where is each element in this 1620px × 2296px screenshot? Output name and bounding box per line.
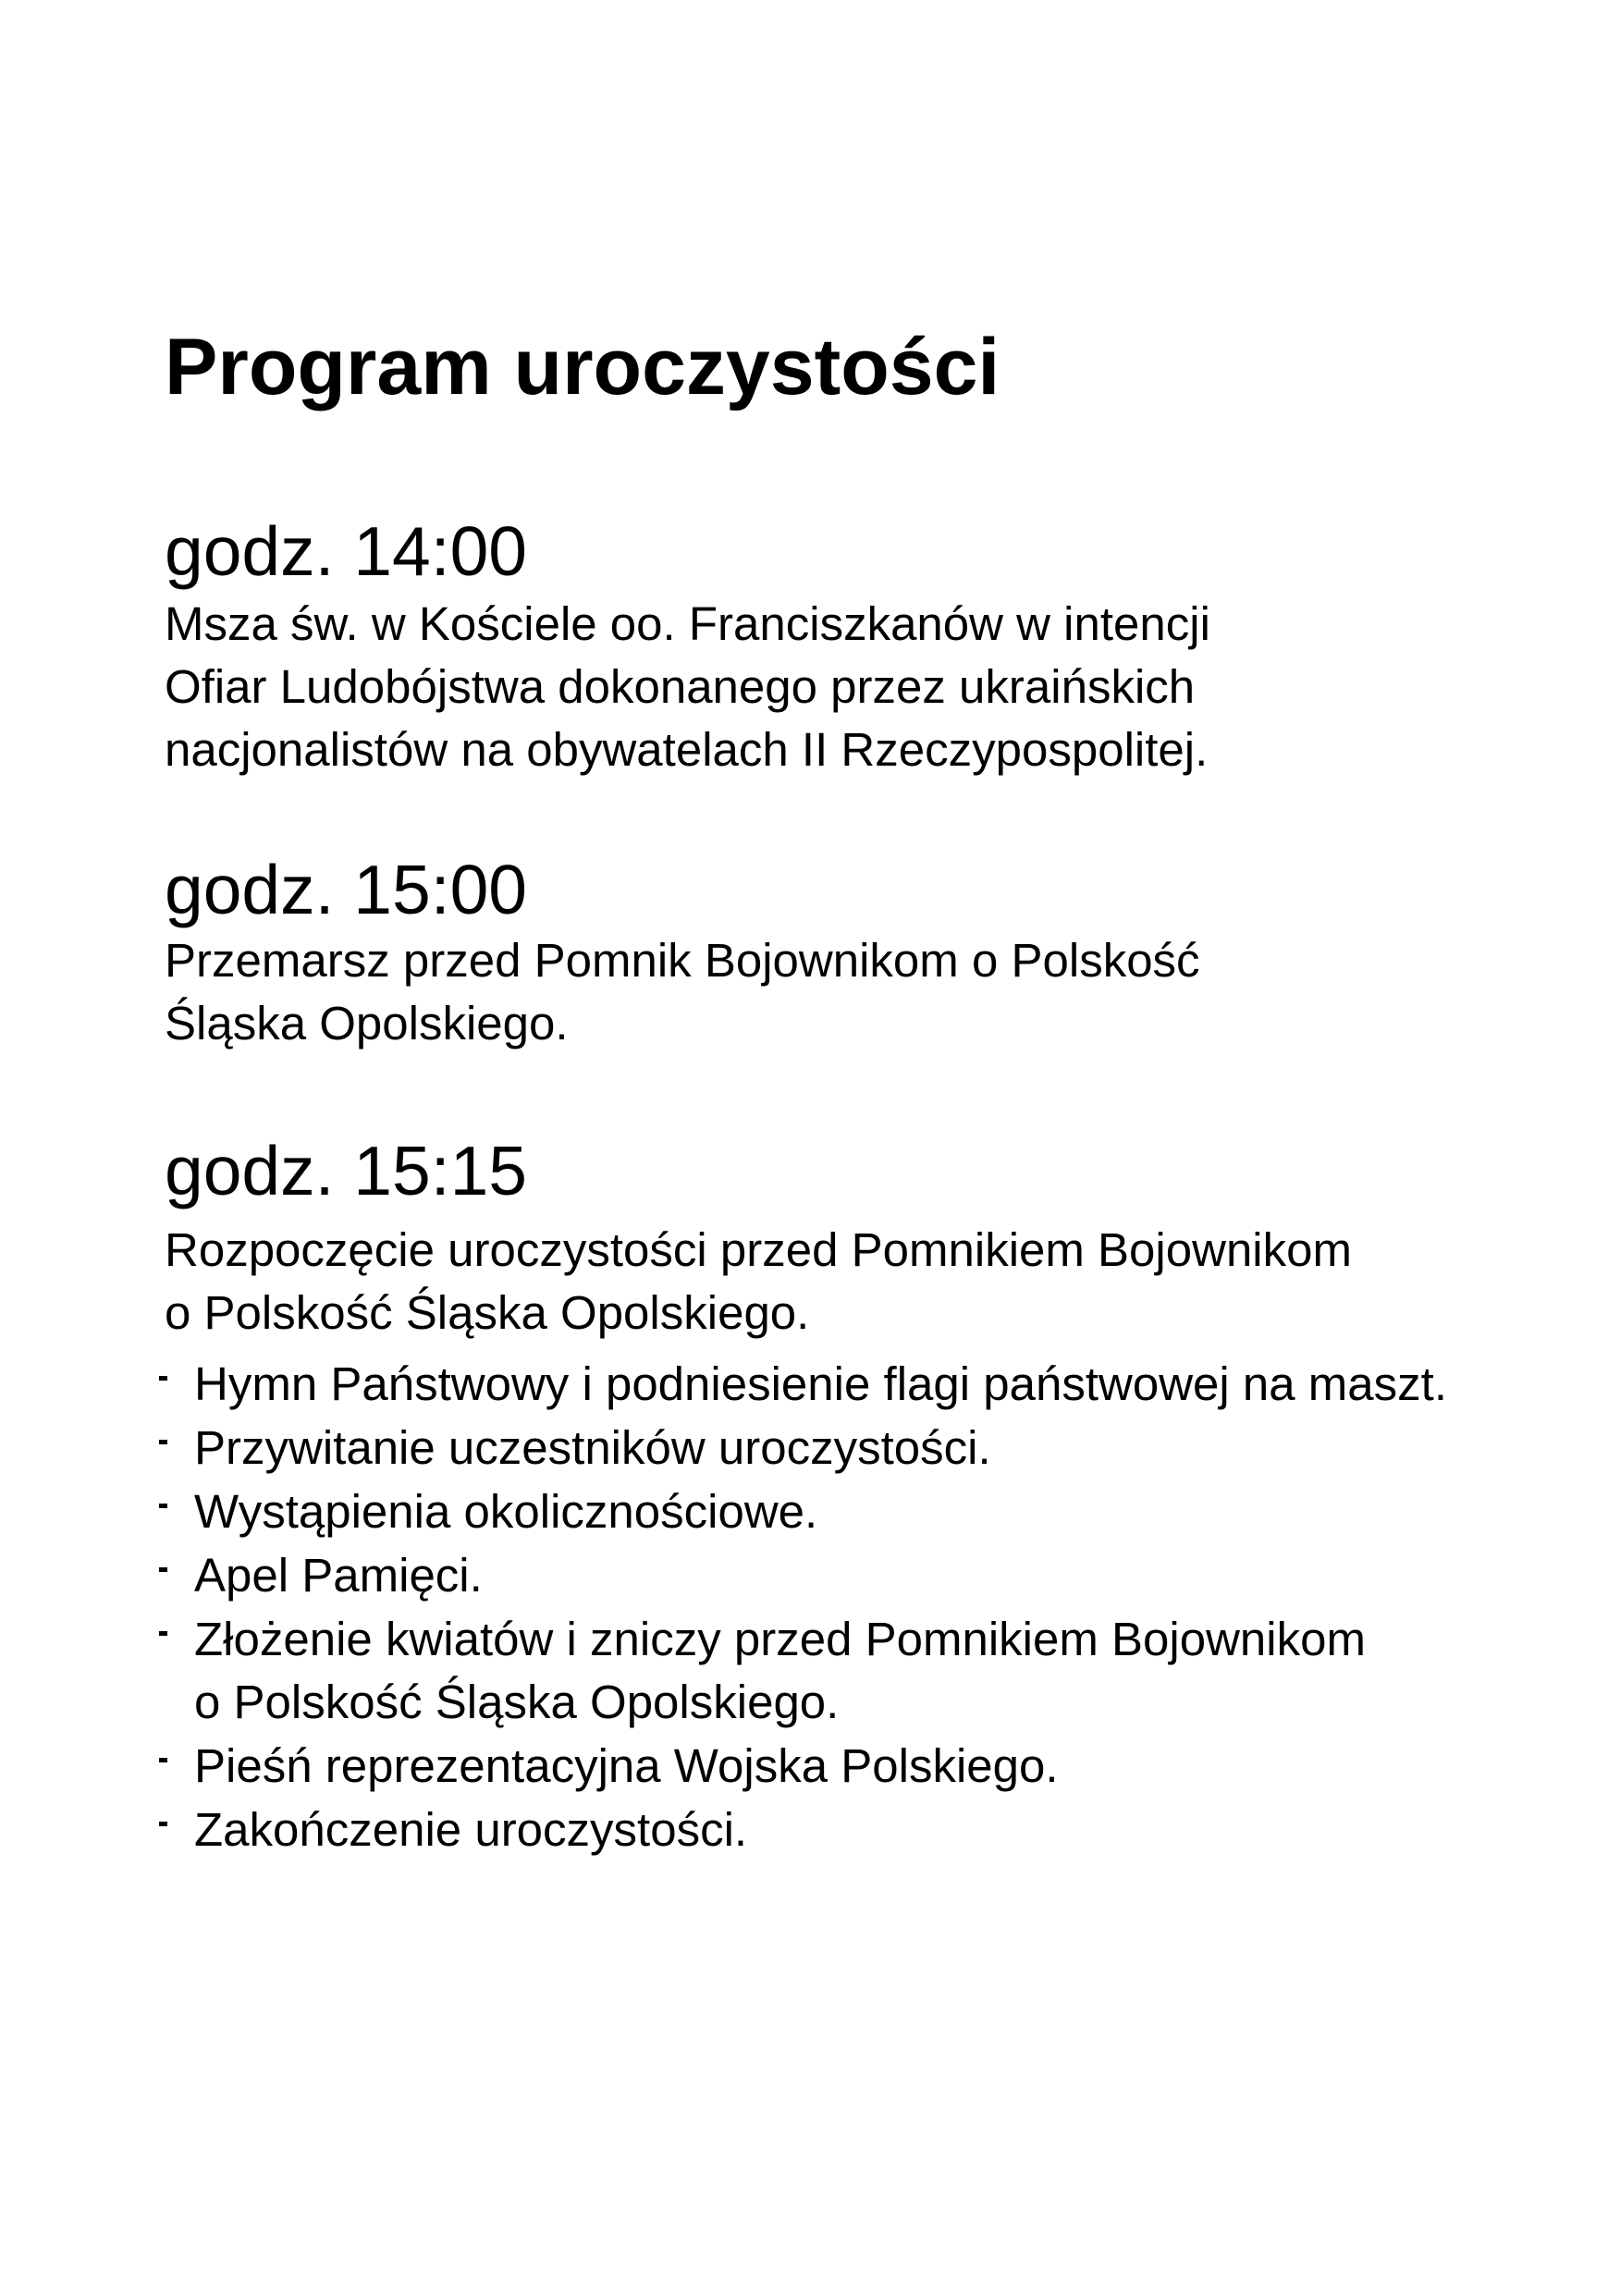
section-time-heading: godz. 15:00	[165, 851, 527, 928]
bullet-wrap-line: o Polskość Śląska Opolskiego.	[194, 1676, 840, 1728]
section-time-heading: godz. 14:00	[165, 512, 527, 590]
bullet-line: Wystąpienia okolicznościowe.	[194, 1485, 818, 1538]
list-item	[194, 1544, 1447, 1607]
bullet-line: Złożenie kwiatów i zniczy przed Pomnikiem Bojownikom	[194, 1613, 1366, 1665]
body-line: o Polskość Śląska Opolskiego.	[165, 1286, 810, 1339]
section-1500	[165, 851, 1200, 1055]
section-1515	[165, 1132, 1447, 1862]
bullet-line: Zakończenie uroczystości.	[194, 1803, 748, 1856]
body-line: Śląska Opolskiego.	[165, 997, 569, 1050]
section-body	[165, 593, 1210, 781]
list-item	[194, 1417, 1447, 1480]
dash-bullet-icon	[159, 1567, 167, 1572]
section-1400	[165, 512, 1210, 781]
dash-bullet-icon	[159, 1376, 167, 1381]
bullet-line: Pieśń reprezentacyjna Wojska Polskiego.	[194, 1739, 1059, 1792]
list-item	[194, 1608, 1447, 1734]
list-item	[194, 1799, 1447, 1861]
page-title: Program uroczystości	[165, 323, 1000, 411]
dash-bullet-icon	[159, 1758, 167, 1762]
dash-bullet-icon	[159, 1631, 167, 1636]
dash-bullet-icon	[159, 1822, 167, 1826]
dash-bullet-icon	[159, 1440, 167, 1444]
list-item	[194, 1480, 1447, 1543]
body-line: Ofiar Ludobójstwa dokonanego przez ukraińskich	[165, 660, 1196, 713]
program-bullet-list	[165, 1353, 1447, 1861]
bullet-line: Hymn Państwowy i podniesienie flagi państwowej na maszt.	[194, 1357, 1447, 1410]
body-line: nacjonalistów na obywatelach II Rzeczypospolitej.	[165, 723, 1209, 776]
section-time-heading: godz. 15:15	[165, 1132, 527, 1209]
list-item	[194, 1353, 1447, 1416]
section-body	[165, 929, 1200, 1055]
bullet-line: Apel Pamięci.	[194, 1549, 483, 1602]
dash-bullet-icon	[159, 1504, 167, 1508]
bullet-line: Przywitanie uczestników uroczystości.	[194, 1421, 991, 1474]
section-body	[165, 1219, 1447, 1344]
body-line: Msza św. w Kościele oo. Franciszkanów w intencji	[165, 597, 1210, 650]
list-item	[194, 1735, 1447, 1798]
body-line: Rozpoczęcie uroczystości przed Pomnikiem Bojownikom	[165, 1223, 1352, 1276]
body-line: Przemarsz przed Pomnik Bojownikom o Polskość	[165, 934, 1200, 987]
